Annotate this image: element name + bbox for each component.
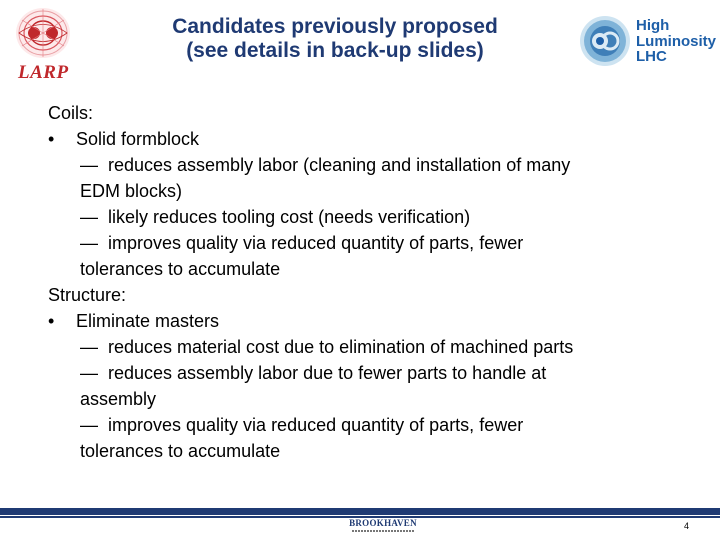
coils-item-2 <box>48 204 688 230</box>
dash-symbol: — <box>80 155 98 175</box>
dash-symbol: — <box>80 337 98 357</box>
hl-logo-line-1: High <box>636 17 670 34</box>
structure-item-2-text: reduces assembly labor due to fewer parts to handle at <box>108 363 547 383</box>
coils-bullet-text: Solid formblock <box>76 129 200 149</box>
structure-heading: Structure: <box>48 285 127 305</box>
structure-item-3-cont: tolerances to accumulate <box>80 441 281 461</box>
slide-body <box>48 100 688 464</box>
structure-item-1-text: reduces material cost due to elimination of machined parts <box>108 337 574 357</box>
hl-lhc-logo <box>578 14 718 72</box>
brookhaven-logo <box>346 518 420 532</box>
coils-item-3 <box>48 230 688 282</box>
structure-bullet <box>48 308 688 334</box>
structure-item-2 <box>48 360 688 412</box>
structure-item-1 <box>48 334 688 360</box>
hl-lhc-logo-text <box>636 18 716 65</box>
title-line-2: (see details in back-up slides) <box>186 39 484 62</box>
dash-symbol: — <box>80 233 98 253</box>
coils-heading: Coils: <box>48 103 94 123</box>
hl-logo-line-2: Luminosity <box>636 32 717 50</box>
coils-item-3-text: improves quality via reduced quantity of parts, fewer <box>108 233 524 253</box>
coils-item-1-cont: EDM blocks) <box>80 181 183 201</box>
coils-item-3-cont: tolerances to accumulate <box>80 259 281 279</box>
larp-logo-text: LARP <box>18 62 69 83</box>
hl-lhc-globe-icon <box>578 14 634 68</box>
bullet-symbol: • <box>48 311 55 331</box>
title-line-1: Candidates previously proposed <box>172 15 498 38</box>
hl-logo-line-3: LHC <box>636 48 667 65</box>
dash-symbol: — <box>80 363 98 383</box>
brookhaven-logo-underline <box>352 530 414 532</box>
structure-item-3-text: improves quality via reduced quantity of parts, fewer <box>108 415 524 435</box>
structure-item-2-cont: assembly <box>80 389 157 409</box>
coils-item-1 <box>48 152 688 204</box>
particle-collision-icon <box>14 6 72 60</box>
page-number: 4 <box>684 521 690 531</box>
bullet-symbol: • <box>48 129 55 149</box>
coils-item-1-text: reduces assembly labor (cleaning and installation of many <box>108 155 571 175</box>
structure-item-3 <box>48 412 688 464</box>
coils-item-2-text: likely reduces tooling cost (needs verification) <box>108 207 471 227</box>
coils-bullet <box>48 126 688 152</box>
footer-bar <box>0 508 720 515</box>
dash-symbol: — <box>80 207 98 227</box>
slide-title <box>110 15 560 63</box>
structure-bullet-text: Eliminate masters <box>76 311 220 331</box>
larp-logo <box>4 4 86 84</box>
dash-symbol: — <box>80 415 98 435</box>
brookhaven-logo-text: BROOKHAVEN <box>349 518 417 528</box>
